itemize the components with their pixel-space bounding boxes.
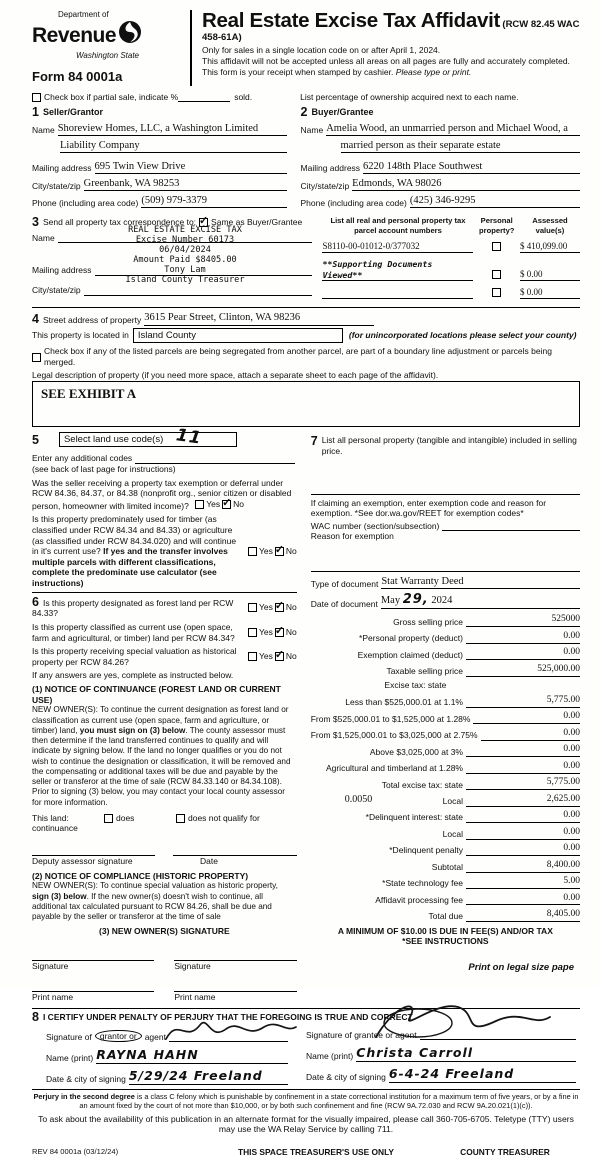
tax-label: Subtotal — [431, 861, 463, 872]
perjury-note: Perjury in the second degree is a class C felony which is punishable by confinement in a state correctional institution for a maximum term of five years, or by a fine in an amount fixed by the court of not more than $10,000, or by both such confinement and fine (RCW 9A.72.030 and RCW 9A.20.021(1)(c)). — [32, 1089, 580, 1111]
tax-value[interactable]: 0.00 — [522, 810, 580, 823]
grantee-signature-field[interactable] — [420, 1030, 576, 1040]
tax-value[interactable]: 0.00 — [522, 711, 580, 724]
parcel-table — [322, 216, 580, 299]
stamp-line: Tony Lam — [164, 264, 206, 275]
doc-date-day-handwritten: 29, — [402, 592, 429, 608]
see-instructions-note: *SEE INSTRUCTIONS — [402, 936, 489, 947]
right-column — [309, 432, 580, 1002]
notice2-body: NEW OWNER(S): To continue special valuation as historic property, sign (3) below. If the new owner(s) doesn't wish to continue, all additional tax calculated pursuant to RCW 84.26, shall be due and payable by the seller or transferor at the time of sale — [32, 881, 278, 921]
sold-label: sold. — [234, 91, 253, 102]
grantor-signature-block: Signature of grantor or agent Name (print) RAYNA HAHN Date & city of signing 5/29/24 Freeland — [32, 1027, 306, 1085]
footer — [32, 1147, 580, 1158]
section-certify — [32, 1008, 580, 1084]
see-back-note: (see back of last page for instructions) — [32, 463, 176, 474]
county-note: (for unincorporated locations please select your county) — [348, 330, 577, 341]
parcel-row — [322, 241, 580, 253]
tax-label: From $525,000.01 to $1,525,000 at 1.28% — [310, 713, 471, 724]
notice2-title: (2) NOTICE OF COMPLIANCE (HISTORIC PROPERTY) — [32, 870, 249, 881]
tax-value[interactable]: 0.00 — [522, 744, 580, 757]
partial-sale-row — [32, 92, 580, 103]
legal-description-field[interactable] — [32, 381, 580, 427]
section8-number: 8 — [32, 1010, 39, 1025]
grantor-circled-word: grantor or — [95, 1030, 142, 1043]
corr-csz-label: City/state/zip — [32, 285, 81, 295]
currentuse-no-checkbox[interactable] — [275, 628, 284, 637]
stamp-line: Excise Number 60173 — [135, 235, 235, 246]
reason-exemption-label: Reason for exemption — [310, 531, 394, 542]
wac-label: WAC number (section/subsection) — [310, 520, 440, 531]
currentuse-yes-checkbox[interactable] — [248, 628, 257, 637]
parcel-number-field[interactable]: S8110-00-01012-0/377032 — [322, 241, 473, 253]
treasurer-stamp — [90, 226, 280, 285]
seller-phone-field[interactable]: (509) 979-3379 — [141, 194, 286, 208]
exemption-claim-note: If claiming an exemption, enter exemption code and reason for exemption. *See dor.wa.gov/REET for exemption codes* — [310, 497, 547, 519]
tax-label: Local — [442, 796, 463, 806]
tax-value[interactable]: 2,625.00 — [522, 794, 580, 807]
correspondence-label: Send all property tax correspondence to: — [42, 217, 197, 228]
owner-printname-label-2: Print name — [174, 991, 216, 1002]
certify-title: I CERTIFY UNDER PENALTY OF PERJURY THAT THE FOREGOING IS TRUE AND CORRECT — [42, 1012, 413, 1023]
deputy-signature-field[interactable] — [32, 846, 155, 856]
partial-sale-label: Check box if partial sale, indicate % — [44, 91, 179, 102]
tax-label: Less than $525,000.01 at 1.1% — [345, 697, 463, 708]
treasurer-use-label: THIS SPACE TREASURER'S USE ONLY — [237, 1147, 395, 1158]
tax-value[interactable]: 525,000.00 — [522, 664, 580, 677]
doc-type-field[interactable]: Stat Warranty Deed — [381, 575, 580, 589]
grantee-signature-block: Signature of grantee or agent Name (print) Christa Carroll Date & city of signing 6-4-24 Freeland — [306, 1027, 580, 1085]
section4-number: 4 — [32, 312, 39, 327]
owner-signature-field-2[interactable] — [174, 951, 296, 961]
landuse-select[interactable]: Select land use code(s) 11 — [59, 432, 237, 447]
local-rate-value: 0.0050 — [344, 794, 373, 806]
tax-label: Affidavit processing fee — [375, 894, 463, 905]
rev-number: REV 84 0001a (03/12/24) — [32, 1147, 119, 1157]
buyer-name-label: Name — [300, 125, 324, 136]
owner-printname-label-1: Print name — [32, 991, 74, 1002]
section-forest: 6 Is this property designated as forest land per RCW 84.33? Yes ✓ No Is this property classified as current use (open space, farm and agricultural, or timber) land per RCW 84.34? Yes ✓ No Is this property receiving special valuation as historical property per RCW 84.26? Yes ✓ No If any answers are yes, complete as instructed below. (1) NOTICE OF CONTINUANCE (FOREST LAND OR CURRENT USE) NEW OWNER(S): To continue the current designation as forest land or classification as current use (open space, farm and agriculture, or timber) land, you must sign on (3) below. The county assessor must then determine if the land transferred continues to qualify and will indicate by signing below. If the land no longer qualifies or you do not wish to continue the designation or classification, it will be removed and the compensating or additional taxes will be due and payable by the seller or transferor at the time of sale (RCW 84.33.140 or 84.34.108). Prior to signing (3) below, you may contact your local county assessor for more information. This land: does does not qualify for continuance Deputy assessor signature Date (2) NOTICE OF COMPLIANCE (HISTORIC PROPERTY) NEW OWNER(S): To continue special valuation as historic property, sign (3) below. If the new owner(s) doesn't wish to continue, all additional tax calculated pursuant to RCW 84.26, shall be due and payable by the seller or transferor at the time of sale (3) NEW OWNER(S) SIGNATURE Signature Signature Print name Print name — [32, 596, 297, 1003]
tax-label: Exemption claimed (deduct) — [357, 649, 463, 660]
section5-number: 5 — [32, 432, 39, 447]
owner-signature-field-1[interactable] — [32, 951, 154, 961]
tax-value[interactable]: 0.00 — [522, 761, 580, 774]
tax-label: Taxable selling price — [386, 666, 463, 677]
parcel-row — [322, 287, 580, 299]
tax-value[interactable]: 5.00 — [522, 876, 580, 889]
tax-value[interactable]: 0.00 — [522, 843, 580, 856]
landuse-code-handwritten: 11 — [175, 425, 204, 450]
supporting-docs-stamp: **Supporting Documents Viewed** — [322, 259, 473, 281]
tax-computation — [311, 614, 580, 921]
q2-yes-checkbox[interactable] — [248, 547, 257, 556]
buyer-phone-label: Phone (including area code) — [300, 197, 407, 208]
notice1-body: NEW OWNER(S): To continue the current designation as forest land or classification as current use (open space, farm and agriculture, or timber) land, you must sign on (3) below. The county assessor must then determine if the land transferred continues to qualify and will indicate by signing below. If the land no longer qualifies or you do not wish to continue the designation or classification, it will be removed and the compensating or additional taxes will be due and payable by the seller or transferor at the time of sale (RCW 84.33.140 or 84.34.108). Prior to signing (3) below, you may contact your local county assessor for more information. — [32, 705, 291, 807]
buyer-csz-field[interactable]: Edmonds, WA 98026 — [352, 177, 580, 191]
forest-q1: Is this property designated as forest land per RCW 84.33? — [32, 597, 234, 619]
tax-value[interactable]: 5,775.00 — [522, 777, 580, 790]
seller-mailing-label: Mailing address — [32, 163, 92, 174]
does-not-checkbox[interactable] — [176, 814, 185, 823]
grantee-printed-name[interactable]: Christa Carroll — [356, 1045, 576, 1062]
seller-csz-field[interactable]: Greenbank, WA 98253 — [84, 177, 287, 191]
tax-value[interactable]: 525000 — [522, 614, 580, 627]
continuance-label: continuance — [32, 823, 78, 834]
stamp-line: REAL ESTATE EXCISE TAX — [128, 225, 242, 236]
seller-name-label: Name — [32, 125, 55, 136]
print-legal-size-note: Print on legal size pape — [468, 962, 574, 974]
stamp-line: Island County Treasurer — [125, 274, 245, 285]
q2-no-checkbox[interactable] — [275, 547, 284, 556]
legal-description-label: Legal description of property (if you need more space, attach a separate sheet to each page of the affidavit). — [32, 369, 439, 380]
tax-label: Total excise tax: state — [381, 779, 463, 790]
land-qualify-row: This land: does does not qualify for — [32, 812, 260, 823]
assessed-value-field-1[interactable]: $ 410,099.00 — [520, 241, 580, 253]
tax-label: Gross selling price — [393, 616, 463, 627]
revenue-swirl-icon — [118, 20, 142, 51]
buyer-mailing-label: Mailing address — [300, 163, 361, 174]
notice1-title: (1) NOTICE OF CONTINUANCE (FOREST LAND OR CURRENT USE) — [32, 684, 281, 705]
partial-sale-percent-field[interactable] — [178, 101, 230, 102]
type-or-print-note: Please type or print. — [395, 66, 472, 77]
section2-title: Buyer/Grantee — [311, 106, 374, 117]
doc-date-field[interactable]: May 29, 2024 — [381, 592, 580, 609]
tax-label: Local — [442, 828, 463, 839]
dor-logo — [32, 10, 190, 86]
ownership-note: List percentage of ownership acquired next to each name. — [300, 91, 519, 102]
tax-label: *Delinquent penalty — [389, 845, 463, 856]
header-note-1: Only for sales in a single location code on or after April 1, 2024. — [202, 45, 441, 56]
section6-number: 6 — [32, 594, 39, 609]
stamp-line: 06/04/2024 — [159, 245, 211, 255]
tax-value[interactable]: 0.00 — [522, 827, 580, 840]
answers-note: If any answers are yes, complete as instructed below. — [32, 670, 234, 681]
excise-tax-state-heading: Excise tax: state — [384, 680, 447, 691]
tax-value[interactable]: 0.00 — [522, 893, 580, 906]
accessibility-note: To ask about the availability of this publication in an alternate format for the visually impaired, please call 360-705-6705. Teletype (TTY) users may use the WA Relay Service by calling 711. — [38, 1113, 574, 1135]
section-correspondence — [32, 216, 322, 299]
section1-title: Seller/Grantor — [42, 106, 103, 117]
stamp-line: Amount Paid $8405.00 — [133, 254, 237, 265]
currentuse-q: Is this property classified as current use (open space, farm and agricultural, or timber) land per RCW 84.34? — [32, 621, 235, 643]
section-seller — [32, 106, 301, 208]
tax-value[interactable]: 0.00 — [522, 647, 580, 660]
forest-no-checkbox[interactable] — [275, 603, 284, 612]
located-in-label: This property is located in — [32, 330, 129, 341]
county-select[interactable]: Island County — [133, 328, 343, 344]
section7-number: 7 — [310, 434, 318, 449]
doc-type-label: Type of document — [310, 578, 379, 589]
buyer-name-field[interactable]: Amelia Wood, an unmarried person and Michael Wood, a — [326, 122, 580, 136]
tax-label: Agricultural and timberland at 1.28% — [325, 763, 463, 774]
timber-question: Is this property predominately used for timber (as classified under RCW 84.34 and 84.33) or agriculture (as classified under RCW 84.34.020) and will continue in it's current use? If yes and the transfer involves multiple parcels with different classifications, complete the predominate use calculator (see instructions) Yes ✓ No — [32, 514, 297, 588]
dept-name: Revenue — [32, 23, 117, 47]
tax-value[interactable]: 5,775.00 — [522, 695, 580, 708]
forest-yes-checkbox[interactable] — [248, 603, 257, 612]
parcel-col3-header: Assessed value(s) — [532, 216, 568, 235]
seller-name-field-2[interactable]: Liability Company — [60, 139, 287, 153]
additional-codes-label: Enter any additional codes — [32, 453, 133, 464]
personal-property-checkbox-3[interactable] — [492, 288, 501, 297]
partial-sale-checkbox[interactable] — [32, 93, 41, 102]
deputy-signature-label: Deputy assessor signature — [32, 856, 133, 866]
owner-printname-field-2[interactable] — [174, 982, 296, 992]
left-column — [32, 425, 309, 1002]
section2-number: 2 — [300, 105, 308, 120]
parcel-col2-header: Personal property? — [478, 216, 515, 235]
historic-yes-checkbox[interactable] — [248, 652, 257, 661]
section-property — [32, 307, 580, 427]
street-address-field[interactable]: 3615 Pear Street, Clinton, WA 98236 — [144, 311, 374, 325]
grantee-date-city[interactable]: 6-4-24 Freeland — [389, 1066, 576, 1083]
tax-label: *Personal property (deduct) — [359, 633, 463, 644]
doc-date-label: Date of document — [310, 598, 378, 609]
seller-mailing-field[interactable]: 695 Twin View Drive — [95, 160, 287, 174]
owner-signature-label-2: Signature — [174, 960, 211, 971]
segregated-checkbox[interactable] — [32, 353, 41, 362]
section-buyer — [301, 106, 580, 208]
parcel-col1-header: List all real and personal property tax parcel account numbers — [330, 216, 466, 235]
tax-value[interactable]: 8,400.00 — [522, 860, 580, 873]
new-owners-signature-title: (3) NEW OWNER(S) SIGNATURE — [99, 926, 230, 937]
historic-no-checkbox[interactable] — [275, 652, 284, 661]
deputy-date-field[interactable] — [173, 846, 296, 856]
buyer-phone-field[interactable]: (425) 346-9295 — [410, 194, 580, 208]
seller-name-field[interactable]: Shoreview Homes, LLC, a Washington Limited — [58, 122, 287, 136]
street-address-label: Street address of property — [42, 314, 142, 325]
personal-property-text: List all personal property (tangible and intangible) included in selling price. — [321, 435, 577, 456]
tax-value[interactable]: 0.00 — [522, 631, 580, 644]
personal-property-checkbox-2[interactable] — [492, 270, 501, 279]
grantor-date-city[interactable]: 5/29/24 Freeland — [129, 1068, 288, 1085]
segregated-label: Check box if any of the listed parcels are being segregated from another parcel, are part of a boundary line adjustment or parcels being merged. — [44, 346, 552, 368]
owner-printname-field-1[interactable] — [32, 982, 154, 992]
minimum-fee-note: A MINIMUM OF $10.00 IS DUE IN FEE(S) AND/OR TAX — [337, 925, 553, 936]
buyer-csz-label: City/state/zip — [300, 180, 350, 191]
personal-property-checkbox-1[interactable] — [492, 242, 501, 251]
section3-number: 3 — [32, 215, 39, 230]
header-note-2: This affidavit will not be accepted unless all areas on all pages are fully and accurately completed. — [202, 56, 570, 67]
legal-description-value: SEE EXHIBIT A — [41, 386, 137, 402]
form-header — [32, 10, 580, 86]
buyer-mailing-field[interactable]: 6220 148th Place Southwest — [363, 160, 580, 174]
dept-state: Washington State — [76, 51, 140, 61]
form-title: Real Estate Excise Tax Affidavit — [202, 9, 501, 32]
tax-value[interactable]: 0.00 — [522, 728, 580, 741]
tax-label: From $1,525,000.01 to $3,025,000 at 2.75% — [310, 730, 478, 741]
header-note-3: This form is your receipt when stamped by cashier. Please type or print. — [202, 66, 472, 77]
section1-number: 1 — [32, 105, 39, 120]
tax-label: *State technology fee — [382, 878, 463, 889]
parcel-number-field-3[interactable] — [322, 298, 473, 299]
corr-mailing-label: Mailing address — [32, 265, 92, 276]
dept-prefix: Department of — [58, 10, 109, 19]
buyer-name-field-2[interactable]: married person as their separate estate — [341, 139, 580, 153]
seller-csz-label: City/state/zip — [32, 180, 81, 191]
q1-yes-checkbox[interactable] — [195, 500, 204, 509]
wac-field[interactable] — [442, 521, 580, 531]
q1-no-checkbox[interactable] — [222, 500, 231, 509]
historic-q: Is this property receiving special valuation as historical property per RCW 84.26? — [32, 646, 237, 667]
parcel-row — [322, 259, 580, 281]
additional-codes-field[interactable] — [135, 454, 295, 464]
corr-csz-field[interactable] — [84, 286, 313, 296]
tax-label: *Delinquent interest: state — [365, 812, 463, 823]
corr-name-label: Name — [32, 232, 55, 243]
tax-label: Total due — [428, 911, 463, 922]
county-treasurer-label: COUNTY TREASURER — [460, 1147, 550, 1158]
section-personal-property — [311, 435, 580, 456]
seller-phone-label: Phone (including area code) — [32, 197, 139, 208]
grantor-signature-field[interactable] — [169, 1032, 288, 1042]
assessed-value-field-3[interactable]: $ 0.00 — [520, 287, 580, 299]
exemption-question: Was the seller receiving a property tax exemption or deferral under RCW 84.36, 84.37, or 84.38 (nonprofit org., senior citizen or disabled person, homeowner with limited income)? Yes ✓ No — [32, 478, 297, 512]
deputy-date-label: Date — [200, 856, 218, 866]
same-as-buyer-label: Same as Buyer/Grantee — [211, 217, 303, 228]
does-checkbox[interactable] — [104, 814, 113, 823]
form-number: Form 84 0001a — [32, 69, 123, 85]
grantor-printed-name[interactable]: RAYNA HAHN — [96, 1047, 288, 1064]
tax-value[interactable]: 8,405.00 — [522, 909, 580, 922]
owner-signature-label-1: Signature — [32, 960, 69, 971]
form-title-ref: (RCW 82.45 WAC 458-61A) — [202, 19, 580, 43]
assessed-value-field-2[interactable]: $ 0.00 — [520, 269, 580, 281]
tax-label: Above $3,025,000 at 3% — [369, 746, 463, 757]
section-landuse — [32, 425, 297, 450]
